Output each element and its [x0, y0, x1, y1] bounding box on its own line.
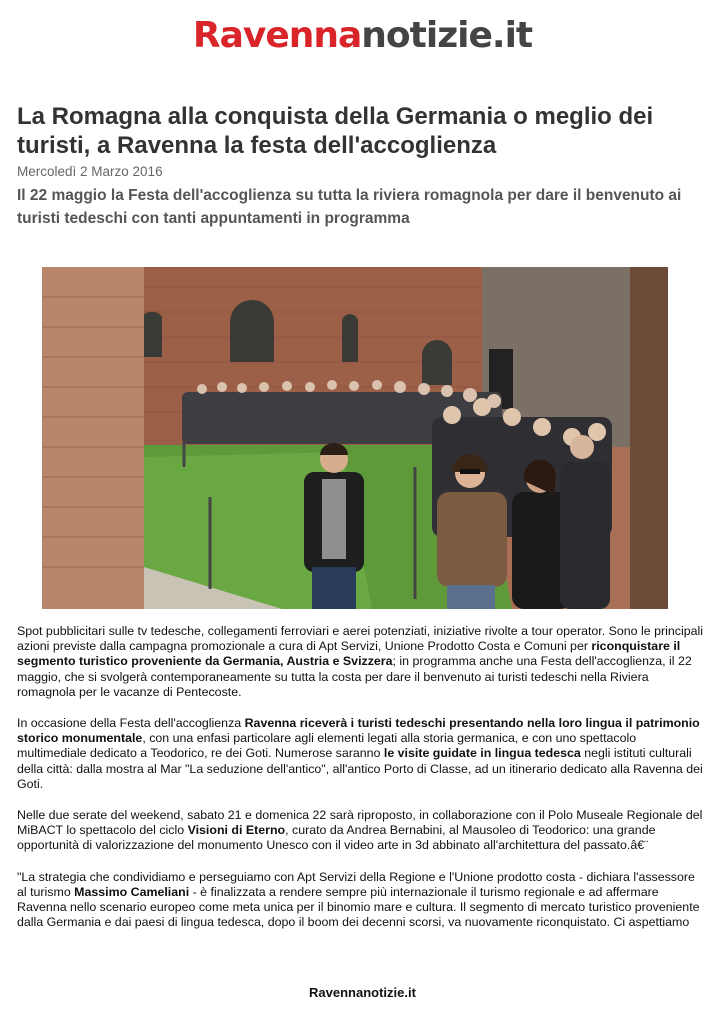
article-date: Mercoledì 2 Marzo 2016	[17, 164, 163, 179]
article-photo	[42, 267, 668, 609]
logo-part-notizie: notizie.it	[361, 15, 533, 56]
article-body	[17, 624, 707, 946]
article-title: La Romagna alla conquista della Germania o meglio dei turisti, a Ravenna la festa dell'accoglienza	[17, 103, 654, 159]
site-logo[interactable]	[0, 14, 725, 58]
paragraph-3: Nelle due serate del weekend, sabato 21 e domenica 22 sarà riproposto, in collaborazione con il Polo Museale Regionale del MiBACT lo spettacolo del ciclo Visioni di Eterno, curato da Andrea Bernabini, al Mausoleo di Teodorico: una grande opportunità di valorizzazione del monumento Unesco con il video arte in 3d abbinato all'architettura del passato.â€¨	[17, 808, 703, 853]
highlight: riconquistare il segmento turistico proveniente da Germania, Austria e Svizzera	[17, 639, 681, 669]
paragraph-4: "La strategia che condividiamo e perseguiamo con Apt Servizi della Regione e l'Unione prodotto costa - dichiara l'assessore al turismo Massimo Cameliani - è finalizzata a rendere sempre più internazionale il turismo regionale e ad affermare Ravenna nello scenario europeo come meta unica per il binomio mare e cultura. Il segmento di mercato turistico proveniente dalla Germania e dai paesi di lingua tedesca, dopo il boom dei decenni scorsi, va nuovamente riconquistato. Ci aspettiamo	[17, 869, 700, 930]
paragraph-1: Spot pubblicitari sulle tv tedesche, collegamenti ferroviari e aerei potenziati, iniziative rivolte a tour operator. Sono le principali azioni previste dalla campagna promozionale a cura di Apt Servizi, Unione Prodotto Costa e Comuni per riconquistare il segmento turistico proveniente da Germania, Austria e Svizzera; in programma anche una Festa dell'accoglienza, il 22 maggio, che si svolgerà contemporaneamente su tutta la costa per dare il benvenuto ai turisti tedeschi nella Riviera romagnola per le vacanze di Pentecoste.	[17, 624, 703, 699]
page-footer: Ravennanotizie.it	[309, 985, 416, 1000]
highlight: Visioni di Eterno	[187, 823, 286, 838]
article-subtitle: Il 22 maggio la Festa dell'accoglienza su tutta la riviera romagnola per dare il benvenuto ai turisti tedeschi con tanti appuntamenti in programma	[17, 187, 682, 227]
highlight: Massimo Cameliani	[74, 884, 190, 899]
paragraph-2: In occasione della Festa dell'accoglienza Ravenna riceverà i turisti tedeschi presentando nella loro lingua il patrimonio storico monumentale, con una enfasi particolare agli elementi legati alla storia germanica, e con uno spettacolo multimediale dedicato a Teodorico, re dei Goti. Numerose saranno le visite guidate in lingua tedesca negli istituti culturali della città: dalla mostra al Mar "La seduzione dell'antico", all'antico Porto di Classe, ad un itinerario dedicato alla Ravenna dei Goti.	[17, 716, 703, 791]
highlight: le visite guidate in lingua tedesca	[383, 746, 581, 761]
logo-part-ravenna: Ravenna	[192, 15, 362, 56]
highlight: Ravenna riceverà i turisti tedeschi presentando nella loro lingua il patrimonio storico monumentale	[17, 716, 700, 746]
